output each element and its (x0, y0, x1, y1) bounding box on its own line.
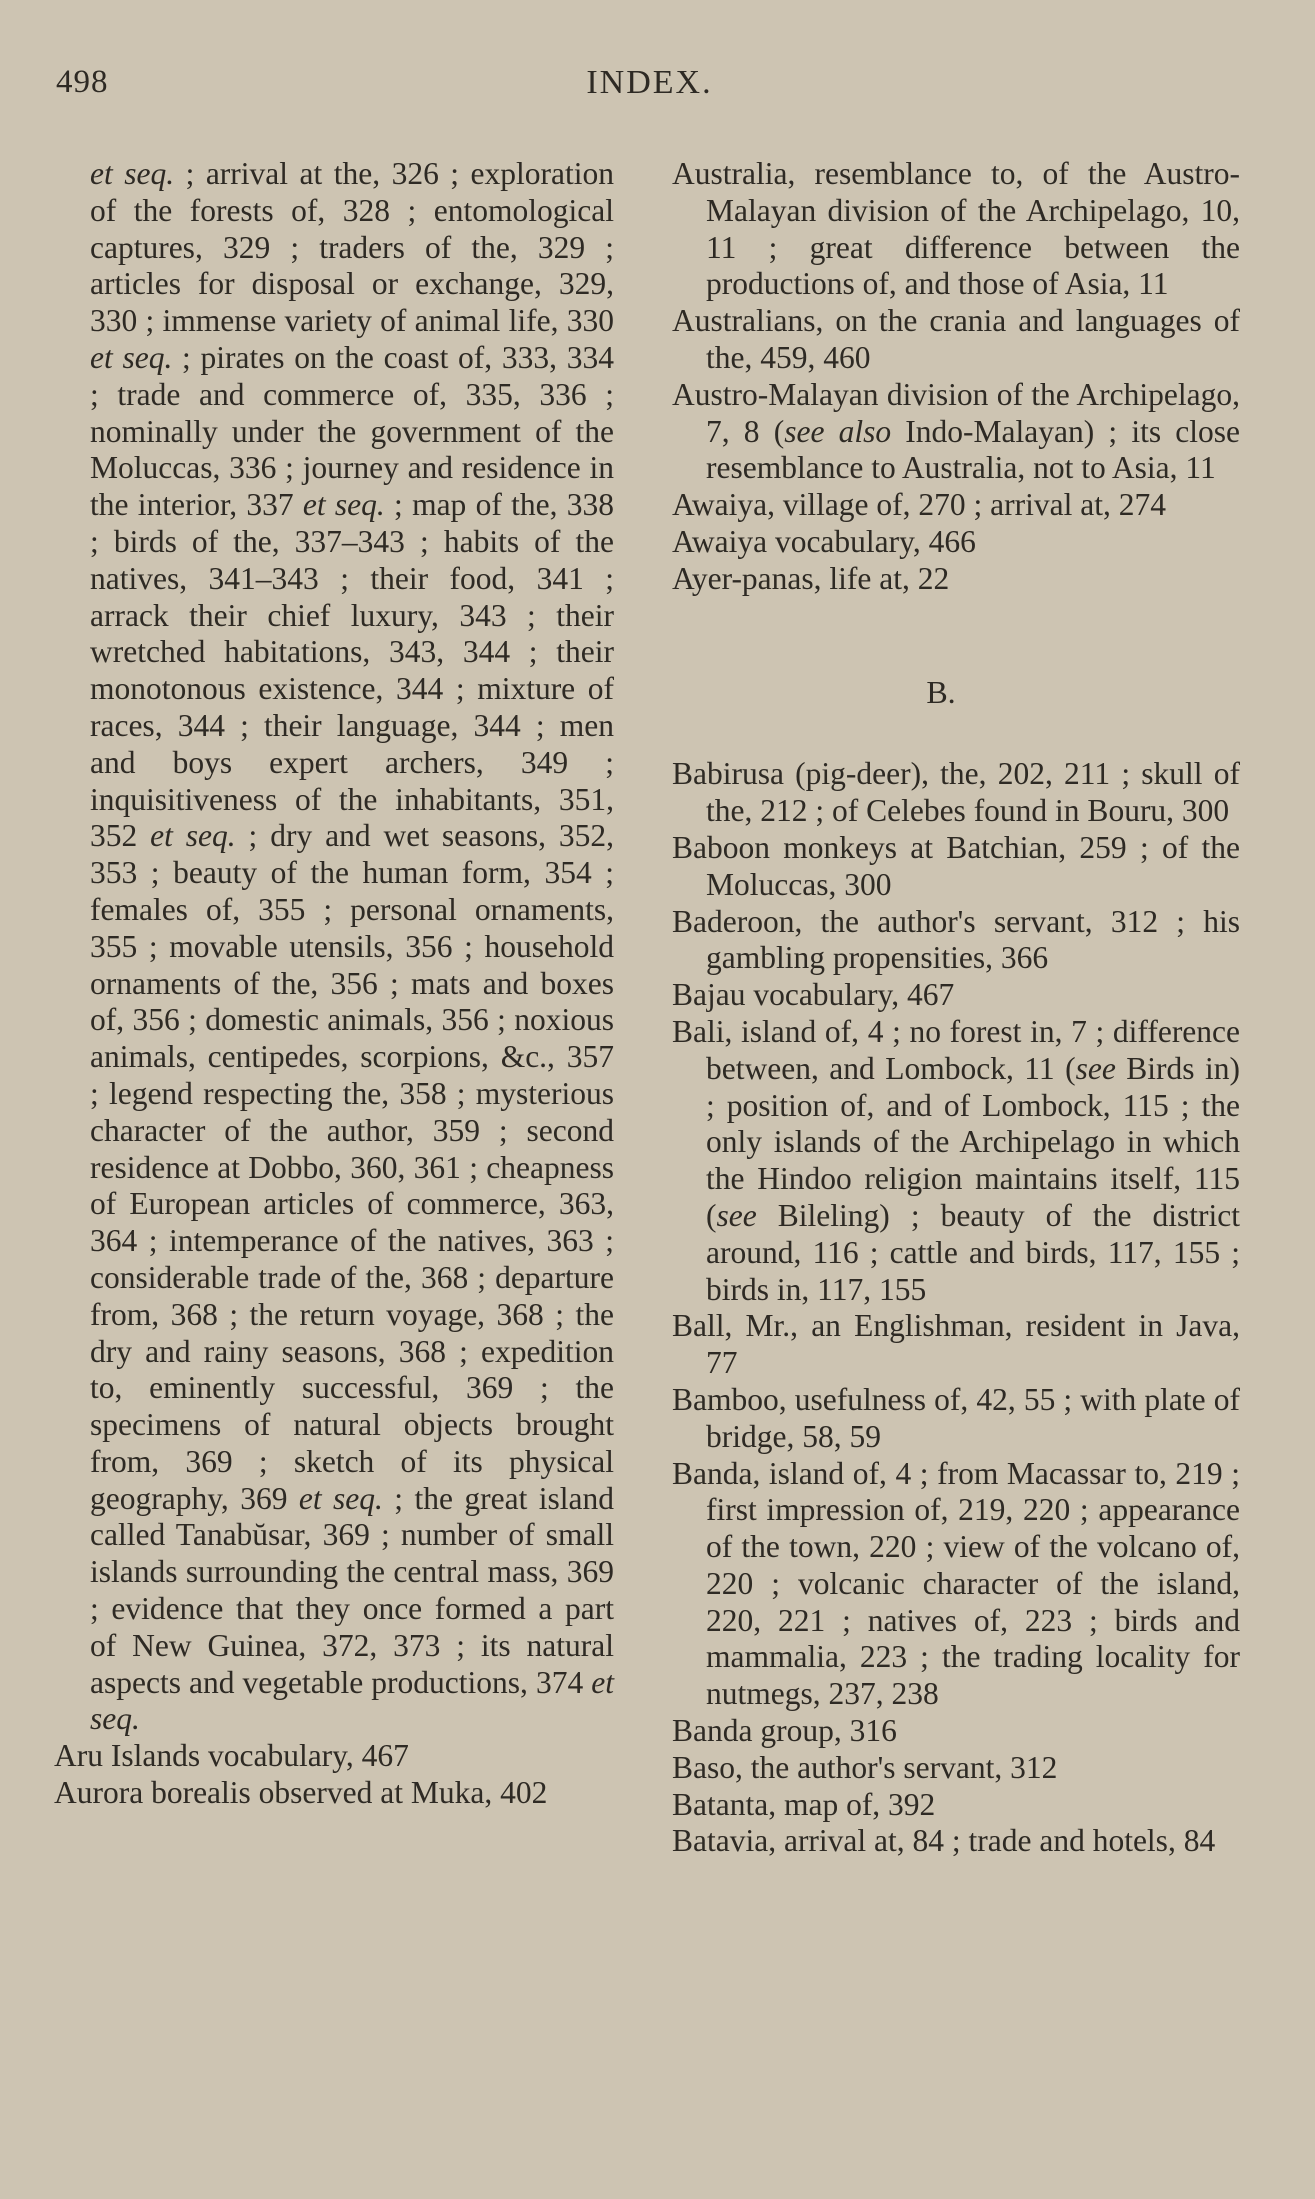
index-entry-text: Batavia, arrival at, 84 ; trade and hotels, 84 (672, 1823, 1216, 1859)
index-entry-text: Bamboo, usefulness of, 42, 55 ; with plate of bridge, 58, 59 (672, 1381, 1240, 1454)
index-entry (672, 377, 1240, 487)
index-entry-text: ; pirates on the coast of, 333, 334 ; trade and commerce of, 335, 336 ; nominally under the government of the Moluccas, 336 ; journey and residence in the interior, 337 (90, 339, 614, 523)
running-head-title: INDEX. (586, 64, 713, 101)
index-entry (672, 1014, 1240, 1308)
index-entry-text: Australia, resemblance to, of the Austro-Malayan division of the Archipelago, 10, 11 ; great difference between the productions of, and those of Asia, 11 (672, 156, 1240, 302)
index-entry-text: ; arrival at the, 326 ; exploration of the forests of, 328 ; entomological captures, 329 ; traders of the, 329 ; articles for disposal or exchange, 329, 330 ; immense variety of animal life, 330 (90, 156, 614, 339)
index-entry-text: Austro-Malayan division of the Archipelago, 7, 8 ( (672, 376, 1240, 449)
left-column (54, 156, 614, 1812)
index-entry-italic-text: et seq. (302, 487, 385, 523)
index-entry-text: ; the great island called Tanabŭsar, 369 ; number of small islands surrounding the central mass, 369 ; evidence that they once formed a part of New Guinea, 372, 373 ; its natural aspects and vegetable productions, 374 (90, 1480, 614, 1700)
index-entry-text: Aurora borealis observed at Muka, 402 (54, 1775, 548, 1811)
index-entry-text: Bileling) ; beauty of the district around, 116 ; cattle and birds, 117, 155 ; birds in, 117, 155 (706, 1197, 1240, 1307)
index-entry (672, 1382, 1240, 1456)
index-entry (672, 487, 1240, 524)
index-entry-text: Baboon monkeys at Batchian, 259 ; of the Moluccas, 300 (672, 829, 1240, 902)
right-column-b-entries (672, 756, 1240, 1860)
index-entry (672, 1713, 1240, 1750)
index-entry (54, 1738, 614, 1775)
index-entry-text: Ayer-panas, life at, 22 (672, 560, 950, 596)
index-entry (672, 904, 1240, 978)
page-number: 498 (56, 64, 109, 100)
index-entry-text: Banda, island of, 4 ; from Macassar to, 219 ; first impression of, 219, 220 ; appearance of the town, 220 ; view of the volcano of, 220 ; volcanic character of the island, 220, 221 ; natives of, 223 ; birds and mammalia, 223 ; the trading locality for nutmegs, 237, 238 (672, 1455, 1240, 1712)
page-header (56, 64, 1243, 114)
index-entry (90, 156, 614, 1738)
right-column-a-entries (672, 156, 1240, 598)
index-entry (672, 977, 1240, 1014)
index-entry-text: Bali, island of, 4 ; no forest in, 7 ; difference between, and Lombock, 11 ( (672, 1013, 1240, 1086)
index-entry (672, 1787, 1240, 1824)
index-entry-text: Australians, on the crania and languages of the, 459, 460 (672, 303, 1240, 375)
index-entry (672, 561, 1240, 598)
index-entry-italic-text: et seq. (90, 1664, 614, 1737)
index-entry (672, 303, 1240, 377)
index-entry-text: Indo-Malayan) ; its close resemblance to Australia, not to Asia, 11 (706, 413, 1240, 486)
index-entry (672, 756, 1240, 830)
index-entry (672, 1456, 1240, 1714)
index-entry (672, 156, 1240, 303)
index-entry-text: ; map of the, 338 ; birds of the, 337–343 ; habits of the natives, 341–343 ; their food, 341 ; arrack their chief luxury, 343 ; their wretched habitations, 343, 344 ; their monotonous existence, 344 ; mixture of races, 344 ; their language, 344 ; men and boys expert archers, 349 ; inquisitiveness of the inhabitants, 351, 352 (90, 487, 614, 854)
index-entry-text: Awaiya, village of, 270 ; arrival at, 274 (672, 487, 1166, 523)
index-entry (672, 1823, 1240, 1860)
index-entry-text: Ball, Mr., an Englishman, resident in Java, 77 (672, 1308, 1240, 1381)
index-entry-italic-text: et seq. (90, 339, 173, 375)
section-letter-heading: B. (926, 673, 956, 710)
index-entry-text: Baso, the author's servant, 312 (672, 1749, 1058, 1785)
index-entry-text: Aru Islands vocabulary, 467 (54, 1738, 409, 1774)
index-entry-italic-text: et seq. (90, 156, 175, 191)
index-entry-text: Birds in) ; position of, and of Lombock, 115 ; the only islands of the Archipelago in which the Hindoo religion maintains itself, 115 ( (706, 1050, 1240, 1233)
index-entry (54, 1775, 614, 1812)
index-entry (672, 830, 1240, 904)
index-entry-text: Bajau vocabulary, 467 (672, 977, 955, 1013)
index-entry-text: Banda group, 316 (672, 1713, 897, 1749)
index-entry (672, 524, 1240, 561)
index-entry (672, 1308, 1240, 1382)
right-column (672, 156, 1240, 1860)
index-entry-italic-text: et seq. (150, 818, 236, 854)
index-entry-italic-text: see also (784, 413, 892, 449)
index-entry-italic-text: et seq. (298, 1480, 383, 1516)
index-entry-text: Awaiya vocabulary, 466 (672, 523, 976, 559)
index-entry-italic-text: see (1075, 1050, 1116, 1086)
index-entry-text: Baderoon, the author's servant, 312 ; his gambling propensities, 366 (672, 903, 1240, 976)
index-entry (672, 1750, 1240, 1787)
index-entry-italic-text: see (716, 1197, 757, 1233)
index-entry-text: Babirusa (pig-deer), the, 202, 211 ; skull of the, 212 ; of Celebes found in Bouru, 300 (672, 756, 1240, 829)
index-entry-text: Batanta, map of, 392 (672, 1786, 936, 1822)
index-entry-text: ; dry and wet seasons, 352, 353 ; beauty of the human form, 354 ; females of, 355 ; personal ornaments, 355 ; movable utensils, 356 ; household ornaments of the, 356 ; mats and boxes of, 356 ; domestic animals, 356 ; noxious animals, centipedes, scorpions, &c., 357 ; legend respecting the, 358 ; mysterious character of the author, 359 ; second residence at Dobbo, 360, 361 ; cheapness of European articles of commerce, 363, 364 ; intemperance of the natives, 363 ; considerable trade of the, 368 ; departure from, 368 ; the return voyage, 368 ; the dry and rainy seasons, 368 ; expedition to, eminently successful, 369 ; the specimens of natural objects brought from, 369 ; sketch of its physical geography, 369 (90, 818, 614, 1516)
